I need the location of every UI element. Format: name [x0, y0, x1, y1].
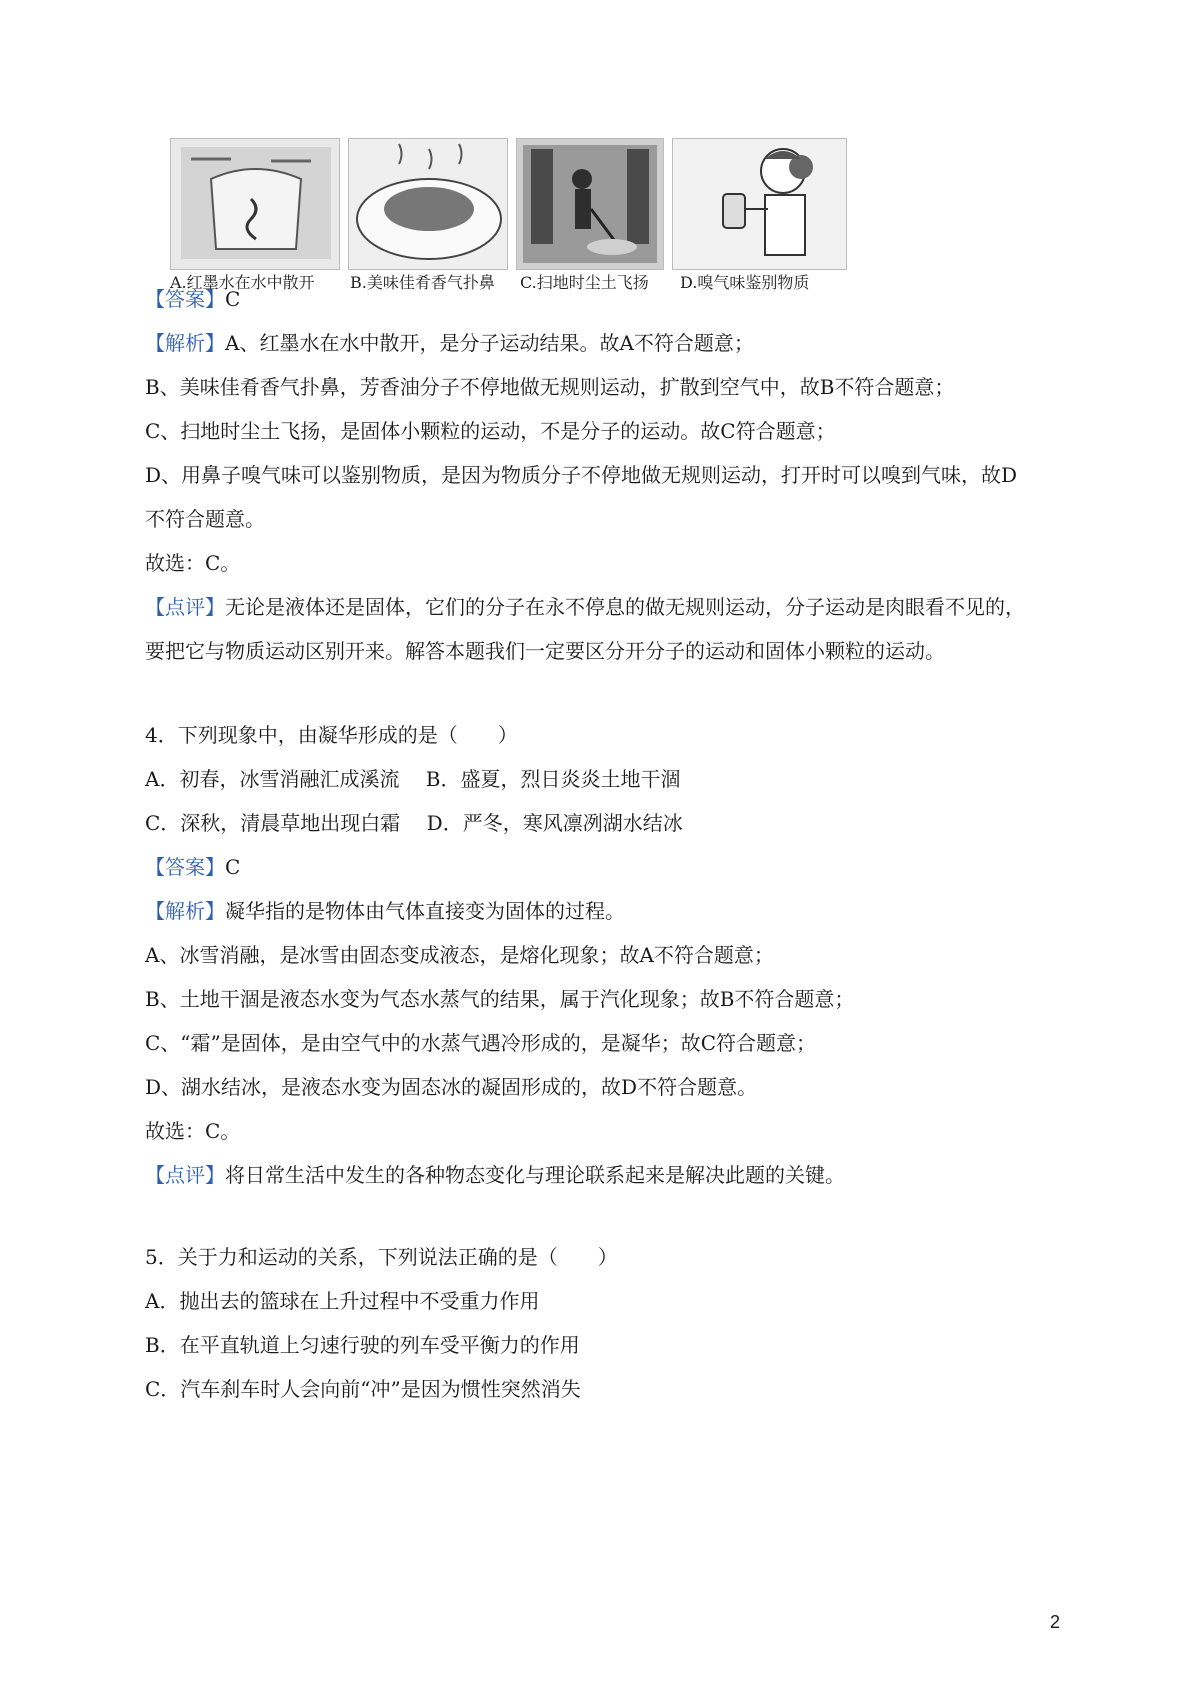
comment-text: 将日常生活中发生的各种物态变化与理论联系起来是解决此题的关键。 — [225, 1163, 845, 1187]
q5-option-a: A．抛出去的篮球在上升过程中不受重力作用 — [145, 1289, 540, 1313]
analysis-tag: 【解析】 — [145, 899, 225, 923]
phenomena-figure — [170, 138, 928, 298]
q4-answer — [145, 852, 240, 882]
analysis-text: 凝华指的是物体由气体直接变为固体的过程。 — [225, 899, 625, 923]
q4-analysis-line-3: B、土地干涸是液态水变为气态水蒸气的结果，属于汽化现象；故B不符合题意； — [145, 987, 855, 1011]
comment-tag: 【点评】 — [145, 1163, 225, 1187]
q3-analysis-line-4: D、用鼻子嗅气味可以鉴别物质，是因为物质分子不停地做无规则运动，打开时可以嗅到气味，故D — [145, 463, 1018, 487]
answer-value: C — [225, 287, 241, 311]
answer-tag: 【答案】 — [145, 855, 225, 879]
q5-option-c: C．汽车刹车时人会向前“冲”是因为惯性突然消失 — [145, 1377, 581, 1401]
smelling-image — [672, 138, 847, 270]
q4-analysis-line-4: C、“霜”是固体，是由空气中的水蒸气遇冷形成的，是凝华；故C符合题意； — [145, 1031, 817, 1055]
q3-analysis-line-3: C、扫地时尘土飞扬，是固体小颗粒的运动，不是分子的运动。故C符合题意； — [145, 419, 836, 443]
q4-analysis-line-5: D、湖水结冰，是液态水变为固态冰的凝固形成的，故D不符合题意。 — [145, 1075, 758, 1099]
comment-tag: 【点评】 — [145, 595, 225, 619]
q4-comment-line — [145, 1160, 845, 1190]
sweeping-dust-image — [516, 138, 664, 270]
q5-question: 5．关于力和运动的关系，下列说法正确的是（ ） — [145, 1245, 618, 1269]
q4-options-line-2: C．深秋，清晨草地出现白霜 D．严冬，寒风凛冽湖水结冰 — [145, 811, 683, 835]
q3-analysis-line-1 — [145, 328, 754, 358]
q3-comment-line-1 — [145, 592, 1025, 622]
answer-tag: 【答案】 — [145, 287, 225, 311]
page-number: 2 — [1049, 1612, 1060, 1632]
q3-choice-line: 故选：C。 — [145, 551, 241, 575]
figure-caption-b: B.美味佳肴香气扑鼻 — [350, 273, 495, 292]
tasty-food-image — [348, 138, 508, 270]
q3-analysis-line-2: B、美味佳肴香气扑鼻，芳香油分子不停地做无规则运动，扩散到空气中，故B不符合题意； — [145, 375, 955, 399]
q4-choice-line: 故选：C。 — [145, 1119, 241, 1143]
q3-comment-line-2: 要把它与物质运动区别开来。解答本题我们一定要区分开分子的运动和固体小颗粒的运动。 — [145, 639, 945, 663]
q4-options-line-1: A．初春，冰雪消融汇成溪流 B．盛夏，烈日炎炎土地干涸 — [145, 767, 681, 791]
ink-in-water-image — [170, 138, 340, 270]
analysis-text: A、红墨水在水中散开，是分子运动结果。故A不符合题意； — [225, 331, 754, 355]
comment-text: 无论是液体还是固体，它们的分子在永不停息的做无规则运动，分子运动是肉眼看不见的， — [225, 595, 1025, 619]
q4-question: 4．下列现象中，由凝华形成的是（ ） — [145, 723, 518, 747]
figure-caption-d: D.嗅气味鉴别物质 — [680, 273, 810, 292]
answer-value: C — [225, 855, 241, 879]
analysis-tag: 【解析】 — [145, 331, 225, 355]
figure-caption-c: C.扫地时尘土飞扬 — [520, 273, 649, 292]
q5-option-b: B．在平直轨道上匀速行驶的列车受平衡力的作用 — [145, 1333, 580, 1357]
q4-analysis-line-2: A、冰雪消融，是冰雪由固态变成液态，是熔化现象；故A不符合题意； — [145, 943, 774, 967]
figure-caption-a: A.红墨水在水中散开 — [170, 273, 315, 292]
q3-answer — [145, 284, 240, 314]
q3-analysis-line-5: 不符合题意。 — [145, 507, 265, 531]
q4-analysis-line-1 — [145, 896, 625, 926]
